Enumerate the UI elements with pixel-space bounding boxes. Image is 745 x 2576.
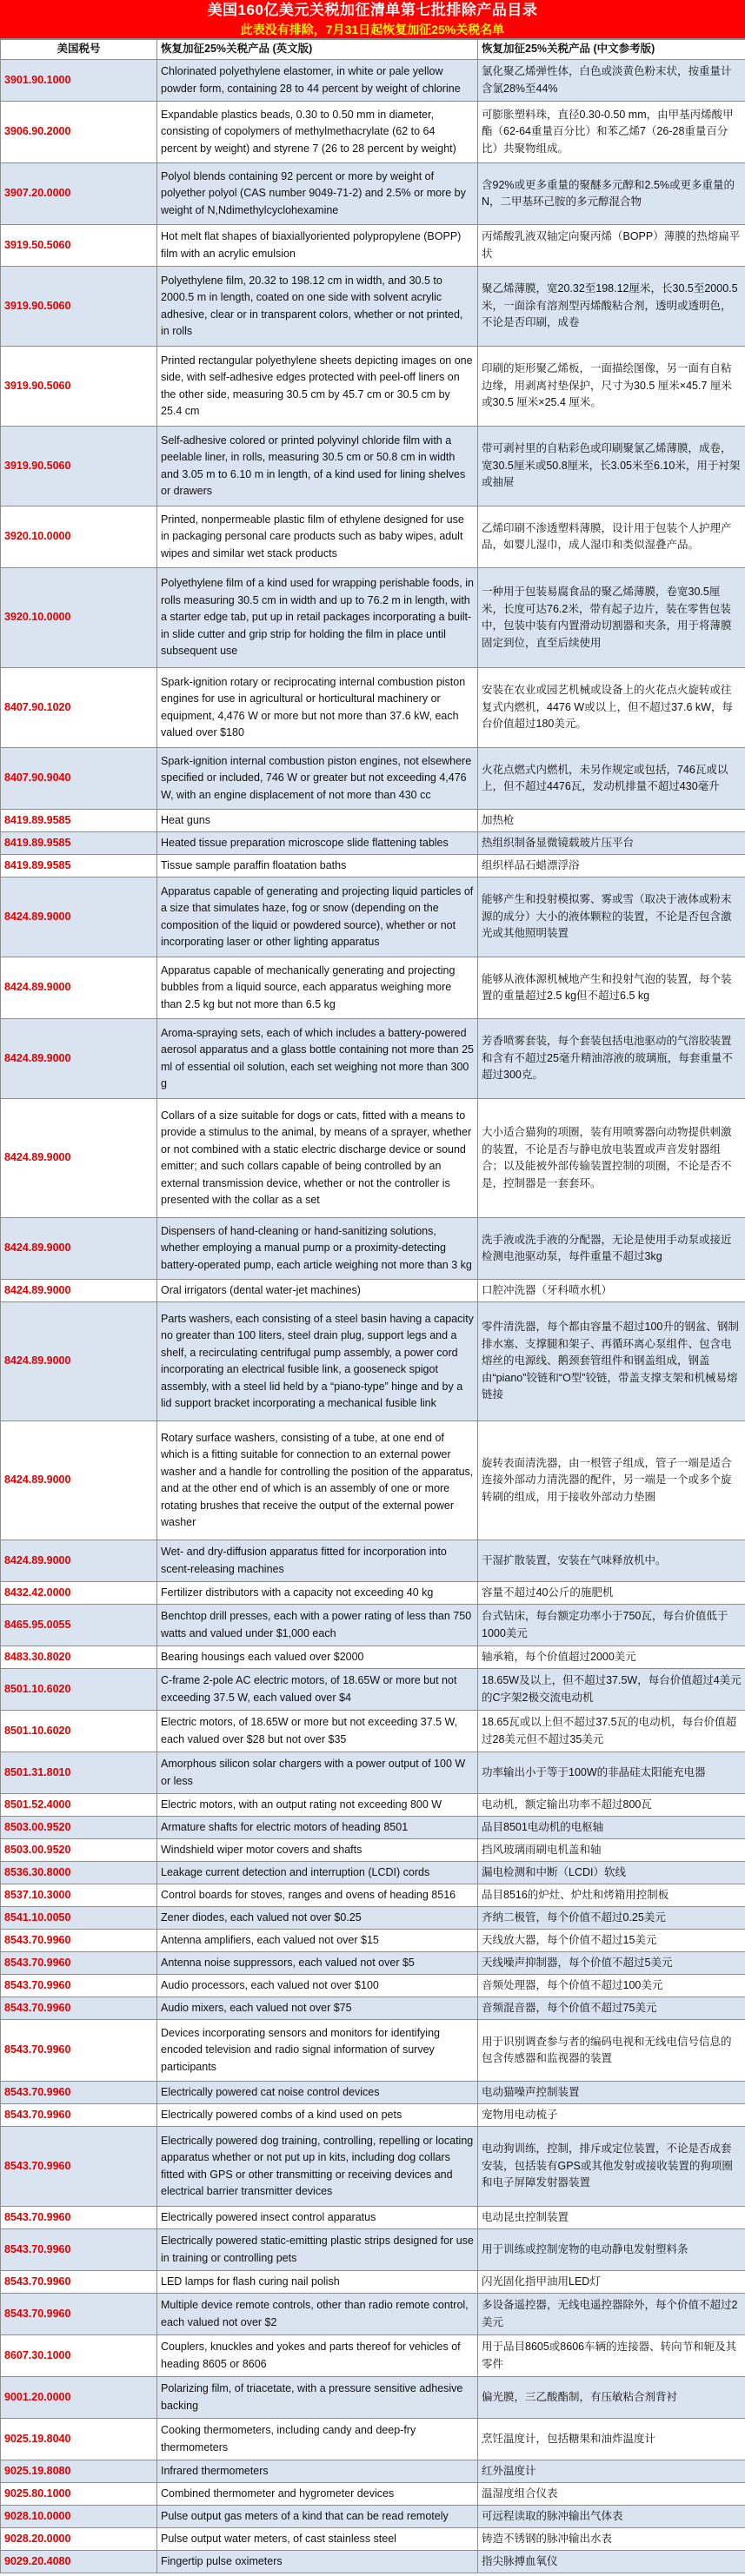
- hts-code-cell: 3920.10.0000: [1, 507, 157, 568]
- hts-code-cell: 8543.70.9960: [1, 1997, 157, 2020]
- product-english-cell: Apparatus capable of generating and projecting liquid particles of a size that simulates haze, fog or snow (depending on the composition of the liquid or powdered source), whether or not incorporating laser or other lighting apparatus: [157, 877, 478, 957]
- table-row: [1, 1862, 745, 1884]
- product-english-cell: Spark-ignition internal combustion piston engines, not elsewhere specified or included, 746 W or greater but not exceeding 4,476 W, with an engine displacement of not more than 430 cc: [157, 748, 478, 810]
- product-english-cell: Expandable plastics beads, 0.30 to 0.50 mm in diameter, consisting of copolymers of methylmethacrylate (62 to 64 percent by weight) and styrene 7 (26 to 28 percent by weight): [157, 102, 478, 163]
- product-chinese-cell: 用于训练或控制宠物的电动静电发射塑料条: [478, 2229, 745, 2271]
- product-chinese-cell: 洗手液或洗手液的分配器，无论是使用手动泵或接近检测电池驱动泵，每件重量不超过3kg: [478, 1218, 745, 1280]
- product-chinese-cell: 组织样品石蜡漂浮浴: [478, 855, 745, 877]
- product-english-cell: Electrically powered dog training, controlling, repelling or locating apparatus whether or not put up in kits, including dog collars fitted with GPS or other transmitting or receiving devices and electrical barrier transmitter devices: [157, 2127, 478, 2207]
- table-row: [1, 1839, 745, 1862]
- hts-code-cell: 8419.89.9585: [1, 832, 157, 855]
- product-chinese-cell: 品目8501电动机的电枢轴: [478, 1817, 745, 1839]
- table-row: [1, 2294, 745, 2335]
- hts-code-cell: 8543.70.9960: [1, 2294, 157, 2335]
- product-english-cell: Aroma-spraying sets, each of which includes a battery-powered aerosol apparatus and a glass bottle containing not more than 25 ml of essential oil solution, each set weighing not more than 300 g: [157, 1019, 478, 1099]
- hts-code-cell: 9028.10.0000: [1, 2506, 157, 2528]
- product-chinese-cell: 丙烯酸乳液双轴定向聚丙烯（BOPP）薄膜的热熔扁平状: [478, 225, 745, 267]
- product-english-cell: Parts washers, each consisting of a steel basin having a capacity no greater than 100 liters, steel drain plug, support legs and a shelf, a recirculating centrifugal pump assembly, a power cord incorporating an electrical fusible link, a gooseneck spigot assembly, with a steel lid held by a “piano-type” hinge and by a lid support bracket incorporating a mechanical fusible link: [157, 1302, 478, 1421]
- table-row: [1, 1952, 745, 1975]
- product-chinese-cell: 功率输出小于等于100W的非晶硅太阳能充电器: [478, 1752, 745, 1794]
- hts-code-cell: 8419.89.9585: [1, 855, 157, 877]
- table-row: [1, 810, 745, 832]
- hts-code-cell: 8543.70.9960: [1, 2020, 157, 2082]
- product-english-cell: Printed rectangular polyethylene sheets depicting images on one side, with self-adhesive edges protected with peel-off liners on the other side, measuring 30.5 cm by 45.7 cm or 30.5 cm by 25.4 cm: [157, 347, 478, 427]
- document-title: 美国160亿美元关税加征清单第七批排除产品目录: [0, 0, 745, 21]
- product-chinese-cell: 天线放大器，每个价值不超过15美元: [478, 1930, 745, 1952]
- hts-code-cell: 3901.90.1000: [1, 60, 157, 102]
- table-row: [1, 2551, 745, 2573]
- product-chinese-cell: 聚乙烯薄膜，宽20.32至198.12厘米，长30.5至2000.5米，一面涂有溶剂型丙烯酸粘合剂，透明或透明色，不论是否印刷，成卷: [478, 267, 745, 347]
- table-row: [1, 1975, 745, 1997]
- product-english-cell: Electrically powered insect control apparatus: [157, 2207, 478, 2229]
- exclusion-table: [0, 39, 745, 2573]
- table-row: [1, 1421, 745, 1540]
- table-row: [1, 1817, 745, 1839]
- product-chinese-cell: 印刷的矩形聚乙烯板，一面描绘图像，另一面有自粘边缘，用剥离衬垫保护，尺寸为30.5 厘米×45.7 厘米或30.5 厘米×25.4 厘米。: [478, 347, 745, 427]
- product-chinese-cell: 含92%或更多重量的聚醚多元醇和2.5%或更多重量的N，二甲基环己胺的多元醇混合物: [478, 163, 745, 225]
- product-english-cell: Electrically powered cat noise control devices: [157, 2082, 478, 2104]
- product-chinese-cell: 闪光固化指甲油用LED灯: [478, 2271, 745, 2294]
- product-chinese-cell: 温湿度组合仪表: [478, 2483, 745, 2506]
- product-english-cell: Audio processors, each valued not over $100: [157, 1975, 478, 1997]
- table-row: [1, 2460, 745, 2483]
- hts-code-cell: 8543.70.9960: [1, 2127, 157, 2207]
- product-chinese-cell: 指尖脉搏血氧仪: [478, 2551, 745, 2573]
- hts-code-cell: 8419.89.9585: [1, 810, 157, 832]
- table-row: [1, 1997, 745, 2020]
- hts-code-cell: 8432.42.0000: [1, 1582, 157, 1605]
- hts-code-cell: 8543.70.9960: [1, 1930, 157, 1952]
- product-english-cell: Electrically powered static-emitting plastic strips designed for use in training or controlling pets: [157, 2229, 478, 2271]
- table-row: [1, 267, 745, 347]
- table-row: [1, 2419, 745, 2460]
- hts-code-cell: 3919.90.5060: [1, 267, 157, 347]
- table-row: [1, 1794, 745, 1817]
- table-row: [1, 2020, 745, 2082]
- product-english-cell: Pulse output gas meters of a kind that can be read remotely: [157, 2506, 478, 2528]
- table-row: [1, 2127, 745, 2207]
- product-english-cell: Fertilizer distributors with a capacity not exceeding 40 kg: [157, 1582, 478, 1605]
- header-product-english: 恢复加征25%关税产品 (英文版): [157, 40, 478, 60]
- product-english-cell: Wet- and dry-diffusion apparatus fitted for incorporation into scent-releasing machines: [157, 1540, 478, 1582]
- product-english-cell: Hot melt flat shapes of biaxiallyoriented polypropylene (BOPP) film with an acrylic emulsion: [157, 225, 478, 267]
- table-row: [1, 225, 745, 267]
- table-row: [1, 1605, 745, 1646]
- hts-code-cell: 9001.20.0000: [1, 2377, 157, 2419]
- product-english-cell: Zener diodes, each valued not over $0.25: [157, 1907, 478, 1930]
- hts-code-cell: 8543.70.9960: [1, 1975, 157, 1997]
- product-chinese-cell: 铸造不锈钢的脉冲输出水表: [478, 2528, 745, 2551]
- table-row: [1, 2528, 745, 2551]
- table-row: [1, 507, 745, 568]
- hts-code-cell: 8424.89.9000: [1, 1280, 157, 1302]
- header-hts-code: 美国税号: [1, 40, 157, 60]
- product-chinese-cell: 轴承箱，每个价值超过2000美元: [478, 1646, 745, 1669]
- hts-code-cell: 8424.89.9000: [1, 1099, 157, 1218]
- product-english-cell: Self-adhesive colored or printed polyvinyl chloride film with a peelable liner, in rolls, measuring 30.5 cm or 50.8 cm in width and 3.05 m to 6.10 m in length, of a kind used for lining shelves or drawers: [157, 427, 478, 507]
- product-chinese-cell: 18.65W及以上，但不超过37.5W，每台价值超过4美元的C字架2极交流电动机: [478, 1669, 745, 1711]
- product-chinese-cell: 氯化聚乙烯弹性体，白色或淡黄色粉末状，按重量计含氯28%至44%: [478, 60, 745, 102]
- product-chinese-cell: 乙烯印刷不渗透塑料薄膜，设计用于包装个人护理产品，如婴儿湿巾，成人湿巾和类似湿叠产品。: [478, 507, 745, 568]
- hts-code-cell: 3919.90.5060: [1, 427, 157, 507]
- product-chinese-cell: 18.65瓦或以上但不超过37.5瓦的电动机，每台价值超过28美元但不超过35美元: [478, 1711, 745, 1752]
- hts-code-cell: 3906.90.2000: [1, 102, 157, 163]
- table-row: [1, 60, 745, 102]
- table-row: [1, 2229, 745, 2271]
- product-chinese-cell: 带可剥衬里的自粘彩色或印刷聚氯乙烯薄膜，成卷，宽30.5厘米或50.8厘米，长3.05米至6.10米，用于衬架或抽屉: [478, 427, 745, 507]
- table-row: [1, 1884, 745, 1907]
- table-body: [1, 60, 745, 2573]
- table-row: [1, 1582, 745, 1605]
- product-english-cell: Polyethylene film, 20.32 to 198.12 cm in width, and 30.5 to 2000.5 m in length, coated on one side with solvent acrylic adhesive, clear or in transparent colors, whether or not printed, in rolls: [157, 267, 478, 347]
- table-row: [1, 1669, 745, 1711]
- hts-code-cell: 8424.89.9000: [1, 1019, 157, 1099]
- product-chinese-cell: 旋转表面清洗器，由一根管子组成，管子一端是适合连接外部动力清洗器的配件，另一端是一个或多个旋转刷的组成，用于接收外部动力垫圈: [478, 1421, 745, 1540]
- table-row: [1, 2335, 745, 2377]
- hts-code-cell: 3919.50.5060: [1, 225, 157, 267]
- table-row: [1, 102, 745, 163]
- product-english-cell: Apparatus capable of mechanically generating and projecting bubbles from a liquid source, each apparatus weighing more than 2.5 kg but not more than 6.5 kg: [157, 957, 478, 1019]
- product-english-cell: Rotary surface washers, consisting of a tube, at one end of which is a fitting suitable for connection to an external power washer and a handle for controlling the position of the apparatus, and at the other end of which is an assembly of one or more rotating brushes that receive the output of the external power washer: [157, 1421, 478, 1540]
- table-row: [1, 2271, 745, 2294]
- table-row: [1, 855, 745, 877]
- product-english-cell: Leakage current detection and interruption (LCDI) cords: [157, 1862, 478, 1884]
- hts-code-cell: 9025.19.8040: [1, 2419, 157, 2460]
- hts-code-cell: 8424.89.9000: [1, 1540, 157, 1582]
- table-row: [1, 957, 745, 1019]
- product-chinese-cell: 多设备遥控器，无线电遥控器除外，每个价值不超过2美元: [478, 2294, 745, 2335]
- hts-code-cell: 8501.10.6020: [1, 1669, 157, 1711]
- hts-code-cell: 8543.70.9960: [1, 2104, 157, 2127]
- product-english-cell: Spark-ignition rotary or reciprocating internal combustion piston engines for use in agricultural or horticultural machinery or equipment, 4,476 W or more but not more than 37.6 kW, each valued over $180: [157, 668, 478, 748]
- product-chinese-cell: 可远程读取的脉冲输出气体表: [478, 2506, 745, 2528]
- product-chinese-cell: 宠物用电动梳子: [478, 2104, 745, 2127]
- product-chinese-cell: 火花点燃式内燃机，未另作规定或包括，746瓦或以上，但不超过4476瓦，发动机排量不超过430毫升: [478, 748, 745, 810]
- product-chinese-cell: 零件清洗器，每个都由容量不超过100升的钢盆、钢制排水塞、支撑腿和架子、再循环离心泵组件、包含电熔丝的电源线、鹅颈套管组件和钢盖组成，钢盖由“piano”铰链和“O型”铰链，带盖支撑支架和机械易熔链接: [478, 1302, 745, 1421]
- product-chinese-cell: 干湿扩散装置，安装在气味释放机中。: [478, 1540, 745, 1582]
- table-row: [1, 568, 745, 668]
- hts-code-cell: 8536.30.8000: [1, 1862, 157, 1884]
- table-row: [1, 1752, 745, 1794]
- product-chinese-cell: 挡风玻璃雨刷电机盖和轴: [478, 1839, 745, 1862]
- product-chinese-cell: 电动机，额定输出功率不超过800瓦: [478, 1794, 745, 1817]
- product-english-cell: Chlorinated polyethylene elastomer, in white or pale yellow powder form, containing 28 to 44 percent by weight of chlorine: [157, 60, 478, 102]
- product-chinese-cell: 一种用于包装易腐食品的聚乙烯薄膜，卷宽30.5厘米，长度可达76.2米，带有起子边片，装在零售包装中，包装中装有内置滑动切割器和夹条，用于将薄膜固定到位，直至后续使用: [478, 568, 745, 668]
- product-chinese-cell: 能够从液体源机械地产生和投射气泡的装置，每个装置的重量超过2.5 kg但不超过6.5 kg: [478, 957, 745, 1019]
- product-english-cell: Printed, nonpermeable plastic film of ethylene designed for use in packaging personal care products such as baby wipes, adult wipes and similar wet stack products: [157, 507, 478, 568]
- table-row: [1, 2207, 745, 2229]
- hts-code-cell: 8543.70.9960: [1, 2229, 157, 2271]
- hts-code-cell: 3907.20.0000: [1, 163, 157, 225]
- header-product-chinese: 恢复加征25%关税产品 (中文参考版): [478, 40, 745, 60]
- product-english-cell: Oral irrigators (dental water-jet machines): [157, 1280, 478, 1302]
- product-chinese-cell: 红外温度计: [478, 2460, 745, 2483]
- hts-code-cell: 8424.89.9000: [1, 1218, 157, 1280]
- table-row: [1, 2104, 745, 2127]
- product-chinese-cell: 芳香喷雾套装，每个套装包括电池驱动的气溶胶装置和含有不超过25毫升精油溶液的玻璃瓶，每套重量不超过300克。: [478, 1019, 745, 1099]
- table-row: [1, 1646, 745, 1669]
- hts-code-cell: 8503.00.9520: [1, 1839, 157, 1862]
- hts-code-cell: 8537.10.3000: [1, 1884, 157, 1907]
- hts-code-cell: 8543.70.9960: [1, 2207, 157, 2229]
- table-row: [1, 347, 745, 427]
- table-row: [1, 2483, 745, 2506]
- table-row: [1, 1218, 745, 1280]
- product-english-cell: Electrically powered combs of a kind used on pets: [157, 2104, 478, 2127]
- product-english-cell: Polyol blends containing 92 percent or more by weight of polyether polyol (CAS number 9049-71-2) and 2.5% or more by weight of N,Ndimethylcyclohexamine: [157, 163, 478, 225]
- product-chinese-cell: 天线噪声抑制器，每个价值不超过5美元: [478, 1952, 745, 1975]
- table-row: [1, 1930, 745, 1952]
- product-chinese-cell: 烹饪温度计，包括糖果和油炸温度计: [478, 2419, 745, 2460]
- product-chinese-cell: 电动狗训练，控制，排斥或定位装置，不论是否成套安装，包括装有GPS或其他发射或接收装置的狗项圈和电子屏障发射器装置: [478, 2127, 745, 2207]
- hts-code-cell: 9025.19.8080: [1, 2460, 157, 2483]
- table-row: [1, 2506, 745, 2528]
- hts-code-cell: 9028.20.0000: [1, 2528, 157, 2551]
- product-english-cell: Multiple device remote controls, other than radio remote control, each valued not over $2: [157, 2294, 478, 2335]
- product-chinese-cell: 电动猫噪声控制装置: [478, 2082, 745, 2104]
- hts-code-cell: 8541.10.0050: [1, 1907, 157, 1930]
- document-subtitle: 此表没有排除，7月31日起恢复加征25%关税名单: [0, 21, 745, 39]
- product-english-cell: Tissue sample paraffin floatation baths: [157, 855, 478, 877]
- product-english-cell: Bearing housings each valued over $2000: [157, 1646, 478, 1669]
- product-english-cell: Control boards for stoves, ranges and ovens of heading 8516: [157, 1884, 478, 1907]
- table-row: [1, 427, 745, 507]
- product-english-cell: Pulse output water meters, of cast stainless steel: [157, 2528, 478, 2551]
- product-chinese-cell: 容量不超过40公斤的施肥机: [478, 1582, 745, 1605]
- product-english-cell: Audio mixers, each valued not over $75: [157, 1997, 478, 2020]
- product-english-cell: Antenna noise suppressors, each valued not over $5: [157, 1952, 478, 1975]
- table-row: [1, 2082, 745, 2104]
- product-chinese-cell: 可膨胀塑料珠，直径0.30-0.50 mm，由甲基丙烯酸甲酯（62-64重量百分比）和苯乙烯7（26-28重量百分比）共聚物组成。: [478, 102, 745, 163]
- hts-code-cell: 8407.90.1020: [1, 668, 157, 748]
- product-chinese-cell: 齐纳二极管，每个价值不超过0.25美元: [478, 1907, 745, 1930]
- table-row: [1, 1302, 745, 1421]
- hts-code-cell: 8501.10.6020: [1, 1711, 157, 1752]
- product-english-cell: Amorphous silicon solar chargers with a power output of 100 W or less: [157, 1752, 478, 1794]
- hts-code-cell: 9025.80.1000: [1, 2483, 157, 2506]
- table-row: [1, 668, 745, 748]
- product-english-cell: Polarizing film, of triacetate, with a pressure sensitive adhesive backing: [157, 2377, 478, 2419]
- product-english-cell: Cooking thermometers, including candy and deep-fry thermometers: [157, 2419, 478, 2460]
- hts-code-cell: 9029.20.4080: [1, 2551, 157, 2573]
- product-english-cell: Armature shafts for electric motors of heading 8501: [157, 1817, 478, 1839]
- table-row: [1, 1540, 745, 1582]
- product-english-cell: Dispensers of hand-cleaning or hand-sanitizing solutions, whether employing a manual pump or a proximity-detecting battery-operated pump, each article weighing not more than 3 kg: [157, 1218, 478, 1280]
- table-row: [1, 163, 745, 225]
- hts-code-cell: 8503.00.9520: [1, 1817, 157, 1839]
- product-english-cell: Heated tissue preparation microscope slide flattening tables: [157, 832, 478, 855]
- product-chinese-cell: 热组织制备显微镜载玻片压平台: [478, 832, 745, 855]
- hts-code-cell: 8543.70.9960: [1, 2082, 157, 2104]
- table-row: [1, 1019, 745, 1099]
- product-chinese-cell: 台式钻床，每台额定功率小于750瓦，每台价值低于1000美元: [478, 1605, 745, 1646]
- product-english-cell: Fingertip pulse oximeters: [157, 2551, 478, 2573]
- product-english-cell: Infrared thermometers: [157, 2460, 478, 2483]
- product-english-cell: Antenna amplifiers, each valued not over $15: [157, 1930, 478, 1952]
- product-english-cell: Windshield wiper motor covers and shafts: [157, 1839, 478, 1862]
- product-chinese-cell: 加热枪: [478, 810, 745, 832]
- table-header-row: [1, 40, 745, 60]
- table-row: [1, 1907, 745, 1930]
- hts-code-cell: 8465.95.0055: [1, 1605, 157, 1646]
- hts-code-cell: 8424.89.9000: [1, 1421, 157, 1540]
- hts-code-cell: 8543.70.9960: [1, 1952, 157, 1975]
- hts-code-cell: 3919.90.5060: [1, 347, 157, 427]
- hts-code-cell: 8407.90.9040: [1, 748, 157, 810]
- product-chinese-cell: 偏光膜，三乙酸酯制，有压敏粘合剂背衬: [478, 2377, 745, 2419]
- hts-code-cell: 8607.30.1000: [1, 2335, 157, 2377]
- product-english-cell: Electric motors, with an output rating not exceeding 800 W: [157, 1794, 478, 1817]
- table-row: [1, 1099, 745, 1218]
- product-english-cell: Electric motors, of 18.65W or more but not exceeding 37.5 W, each valued over $28 but not over $35: [157, 1711, 478, 1752]
- hts-code-cell: 8424.89.9000: [1, 957, 157, 1019]
- table-row: [1, 832, 745, 855]
- product-chinese-cell: 漏电检测和中断（LCDI）软线: [478, 1862, 745, 1884]
- product-english-cell: Couplers, knuckles and yokes and parts thereof for vehicles of heading 8605 or 8606: [157, 2335, 478, 2377]
- product-english-cell: Combined thermometer and hygrometer devices: [157, 2483, 478, 2506]
- product-chinese-cell: 音频混音器，每个价值不超过75美元: [478, 1997, 745, 2020]
- product-english-cell: Devices incorporating sensors and monitors for identifying encoded television and radio signal information of survey participants: [157, 2020, 478, 2082]
- table-row: [1, 2377, 745, 2419]
- hts-code-cell: 8501.31.8010: [1, 1752, 157, 1794]
- product-english-cell: C-frame 2-pole AC electric motors, of 18.65W or more but not exceeding 37.5 W, each valued over $4: [157, 1669, 478, 1711]
- product-english-cell: LED lamps for flash curing nail polish: [157, 2271, 478, 2294]
- table-row: [1, 1711, 745, 1752]
- product-chinese-cell: 用于识别调查参与者的编码电视和无线电信号信息的包含传感器和监视器的装置: [478, 2020, 745, 2082]
- hts-code-cell: 8543.70.9960: [1, 2271, 157, 2294]
- hts-code-cell: 8501.52.4000: [1, 1794, 157, 1817]
- product-chinese-cell: 口腔冲洗器（牙科喷水机）: [478, 1280, 745, 1302]
- product-chinese-cell: 能够产生和投射模拟雾、雾或雪（取决于液体或粉末源的成分）大小的液体颗粒的装置，不论是否包含激光或其他照明装置: [478, 877, 745, 957]
- product-english-cell: Heat guns: [157, 810, 478, 832]
- product-chinese-cell: 大小适合猫狗的项圈，装有用喷雾器向动物提供刺激的装置，不论是否与静电放电装置或声音发射器组合；以及能被外部传输装置控制的项圈，不论是否不是，控制器是一套套环。: [478, 1099, 745, 1218]
- product-chinese-cell: 品目8516的炉灶、炉灶和烤箱用控制板: [478, 1884, 745, 1907]
- product-chinese-cell: 电动昆虫控制装置: [478, 2207, 745, 2229]
- product-english-cell: Benchtop drill presses, each with a power rating of less than 750 watts and valued under $1,000 each: [157, 1605, 478, 1646]
- product-english-cell: Polyethylene film of a kind used for wrapping perishable foods, in rolls measuring 30.5 cm in width and up to 76.2 m in length, with a starter edge tab, put up in retail packages incorporating a built-in slide cutter and grip strip for holding the film in place until subsequent use: [157, 568, 478, 668]
- hts-code-cell: 3920.10.0000: [1, 568, 157, 668]
- hts-code-cell: 8424.89.9000: [1, 877, 157, 957]
- table-row: [1, 877, 745, 957]
- product-chinese-cell: 安装在农业或园艺机械或设备上的火花点火旋转或往复式内燃机，4476 W或以上，但不超过37.6 kW，每台价值超过180美元。: [478, 668, 745, 748]
- table-row: [1, 748, 745, 810]
- product-chinese-cell: 用于品目8605或8606车辆的连接器、转向节和轭及其零件: [478, 2335, 745, 2377]
- product-chinese-cell: 音频处理器，每个价值不超过100美元: [478, 1975, 745, 1997]
- hts-code-cell: 8483.30.8020: [1, 1646, 157, 1669]
- product-english-cell: Collars of a size suitable for dogs or cats, fitted with a means to provide a stimulus to the animal, by means of a sprayer, whether or not combined with a static electric discharge device or sound emitter; and such collars capable of being controlled by an external transmission device, whether or not the controller is presented with the collar as a set: [157, 1099, 478, 1218]
- hts-code-cell: 8424.89.9000: [1, 1302, 157, 1421]
- table-row: [1, 1280, 745, 1302]
